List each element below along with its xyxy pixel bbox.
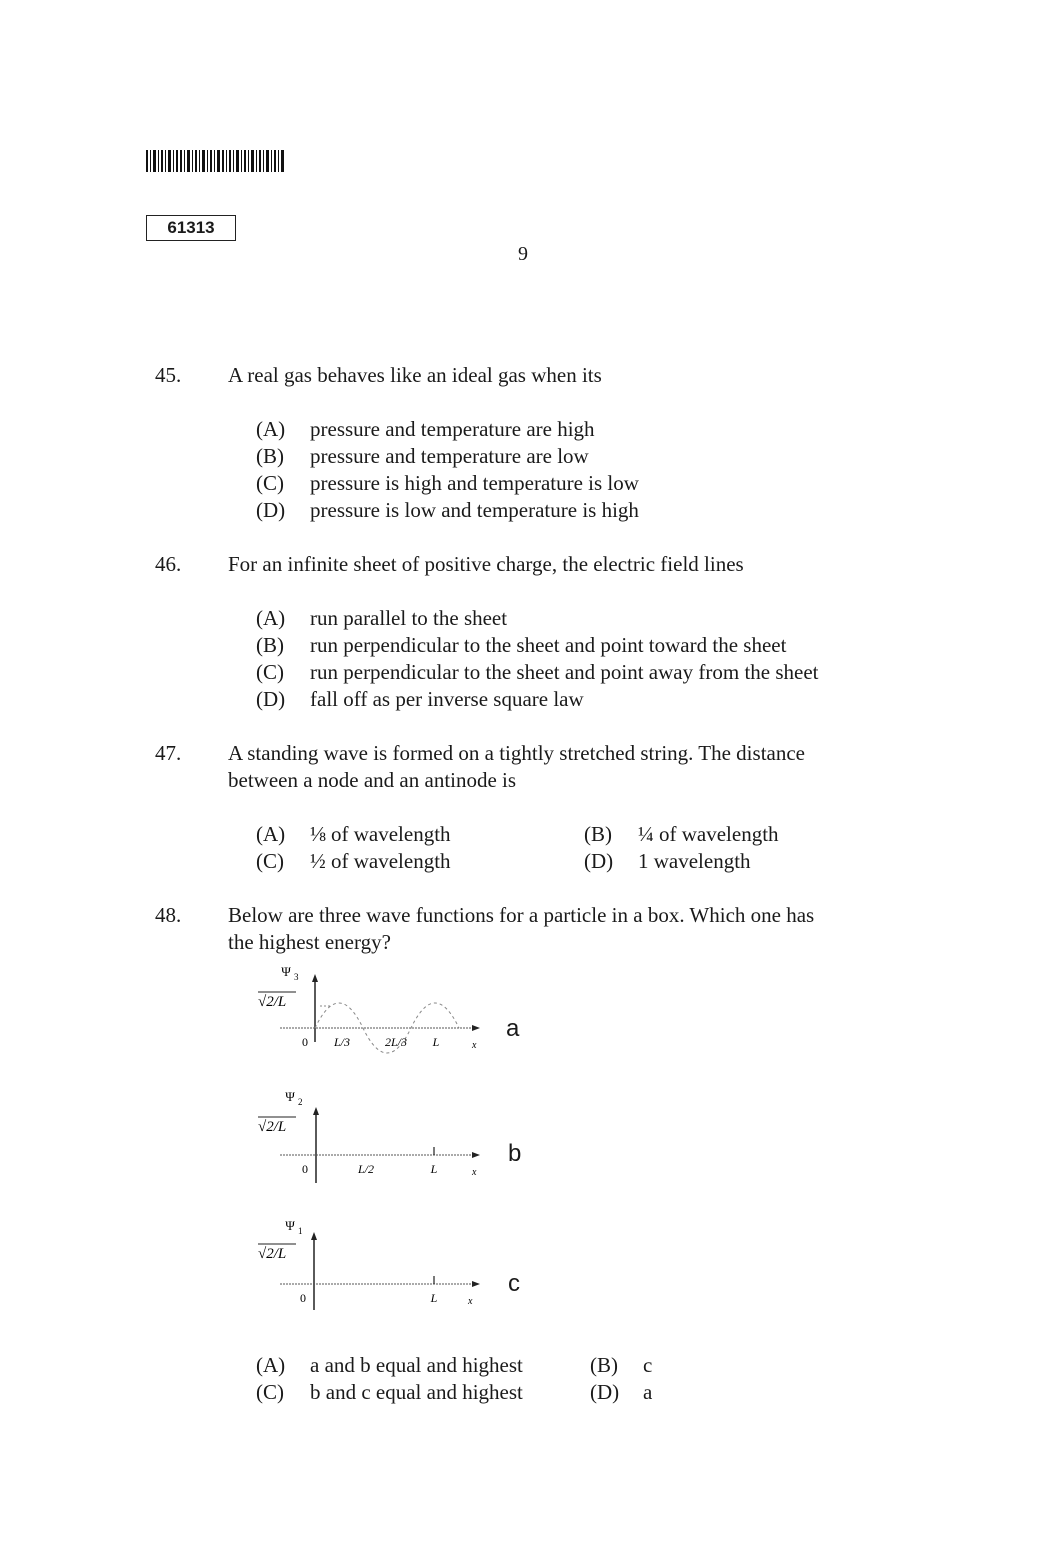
option-text: run parallel to the sheet — [310, 606, 508, 630]
option-letter: (B) — [590, 1353, 618, 1377]
wavefunction-graph-a — [250, 960, 490, 1060]
option-text: 1 wavelength — [638, 849, 751, 873]
question-text-line1: A standing wave is formed on a tightly stretched string. The distance — [228, 741, 805, 765]
option-text: a — [643, 1380, 653, 1404]
tick-label: L — [432, 1035, 440, 1049]
amplitude-label: √2/L — [258, 1119, 287, 1135]
question-text-line1: Below are three wave functions for a particle in a box. Which one has — [228, 903, 815, 927]
origin-label: 0 — [302, 1162, 308, 1176]
option-letter: (A) — [256, 822, 286, 846]
option-letter: (D) — [590, 1380, 620, 1404]
tick-label: L/3 — [333, 1035, 351, 1049]
wavefunction-graph-b — [250, 1085, 490, 1185]
graph-label-a: a — [506, 1015, 520, 1042]
paper-code: 61313 — [146, 215, 236, 241]
option-text: a and b equal and highest — [310, 1353, 523, 1377]
question-text-line2: between a node and an antinode is — [228, 768, 517, 792]
option-text: ¼ of wavelength — [638, 822, 779, 846]
x-axis-label: x — [472, 1167, 477, 1178]
question-number: 47. — [155, 741, 182, 765]
psi-symbol: Ψ — [285, 1218, 295, 1233]
option-text: fall off as per inverse square law — [310, 687, 584, 711]
option-text: ⅛ of wavelength — [310, 822, 451, 846]
wavefunction-graph-c — [250, 1212, 490, 1312]
option-letter: (A) — [256, 417, 286, 441]
psi-subscript: 2 — [298, 1097, 303, 1107]
option-letter: (D) — [584, 849, 614, 873]
option-text: c — [643, 1353, 653, 1377]
amplitude-label: √2/L — [258, 1246, 287, 1262]
origin-label: 0 — [302, 1035, 308, 1049]
psi-symbol: Ψ — [285, 1089, 295, 1104]
option-text: run perpendicular to the sheet and point away from the sheet — [310, 660, 819, 684]
option-letter: (C) — [256, 471, 284, 495]
x-axis-label: x — [472, 1040, 477, 1051]
option-text: pressure and temperature are high — [310, 417, 595, 441]
psi-subscript: 3 — [294, 972, 299, 982]
question-text-line2: the highest energy? — [228, 930, 391, 954]
option-text: pressure and temperature are low — [310, 444, 589, 468]
question-text: A real gas behaves like an ideal gas when its — [228, 363, 602, 387]
option-text: b and c equal and highest — [310, 1380, 523, 1404]
psi-subscript: 1 — [298, 1226, 303, 1236]
option-letter: (C) — [256, 849, 284, 873]
question-number: 46. — [155, 552, 182, 576]
option-letter: (A) — [256, 606, 286, 630]
tick-label: L — [430, 1162, 438, 1176]
option-letter: (A) — [256, 1353, 286, 1377]
x-axis-label: x — [468, 1296, 473, 1307]
option-letter: (D) — [256, 687, 286, 711]
question-text: For an infinite sheet of positive charge, the electric field lines — [228, 552, 744, 576]
origin-label: 0 — [300, 1291, 306, 1305]
option-text: run perpendicular to the sheet and point toward the sheet — [310, 633, 787, 657]
graph-label-c: c — [508, 1270, 520, 1297]
option-letter: (B) — [584, 822, 612, 846]
question-number: 45. — [155, 363, 182, 387]
option-letter: (B) — [256, 444, 284, 468]
option-letter: (C) — [256, 660, 284, 684]
option-letter: (C) — [256, 1380, 284, 1404]
amplitude-label: √2/L — [258, 994, 287, 1010]
option-letter: (D) — [256, 498, 286, 522]
option-letter: (B) — [256, 633, 284, 657]
question-number: 48. — [155, 903, 182, 927]
graph-label-b: b — [508, 1140, 522, 1167]
option-text: pressure is low and temperature is high — [310, 498, 639, 522]
option-text: ½ of wavelength — [310, 849, 451, 873]
option-text: pressure is high and temperature is low — [310, 471, 639, 495]
page-number: 9 — [518, 243, 528, 265]
tick-label: L/2 — [357, 1162, 375, 1176]
tick-label: 2L/3 — [384, 1035, 408, 1049]
tick-label: L — [430, 1291, 438, 1305]
psi-symbol: Ψ — [281, 964, 291, 979]
barcode-icon — [146, 150, 286, 172]
